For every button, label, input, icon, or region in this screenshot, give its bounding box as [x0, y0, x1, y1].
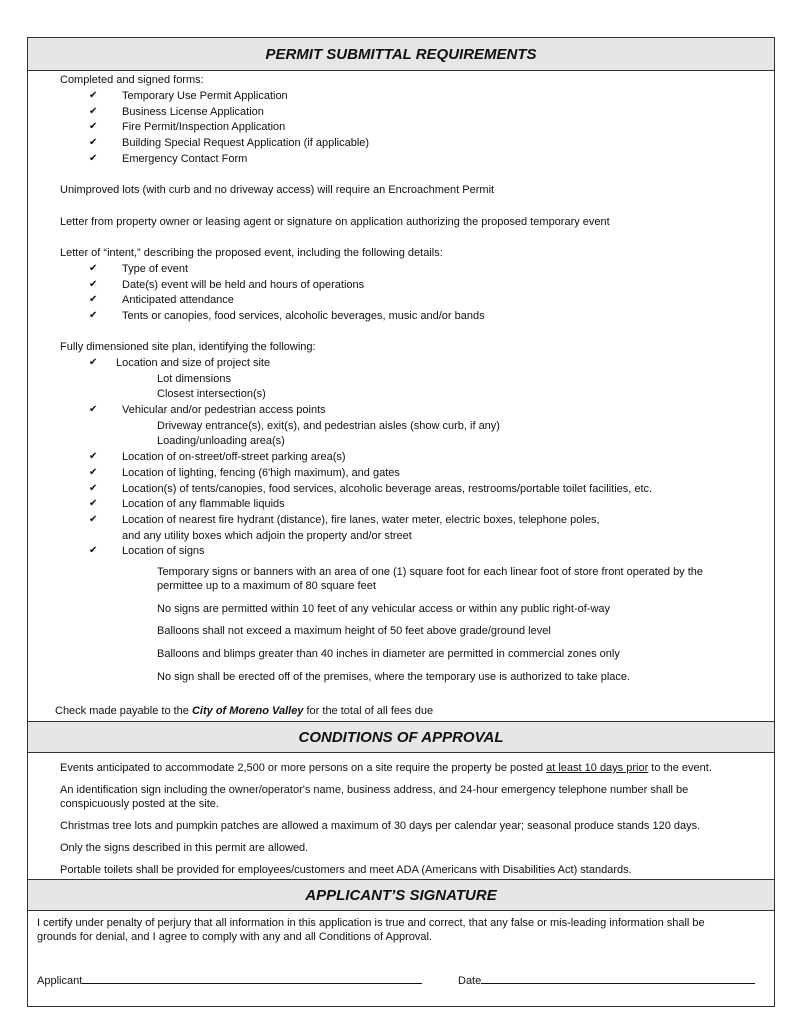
certification-text-continued: grounds for denial, and I agree to comply with any and all Conditions of Approval. [37, 931, 433, 943]
certification-text: I certify under penalty of perjury that all information in this application is true and correct, that any false or mis-leading information shall be [37, 917, 705, 929]
site-item: Location of on-street/off-street parking area(s) [122, 451, 346, 463]
check-payable-suffix: for the total of all fees due [303, 705, 434, 717]
applicant-signature-line[interactable] [82, 972, 422, 984]
form-item: Temporary Use Permit Application [122, 90, 288, 102]
signature-title: APPLICANT’S SIGNATURE [305, 887, 497, 904]
checkmark-icon: ✔ [89, 467, 98, 478]
checkmark-icon: ✔ [89, 545, 98, 556]
site-item: Location(s) of tents/canopies, food services, alcoholic beverage areas, restrooms/portable toilet facilities, etc. [122, 483, 653, 495]
applicant-label: Applicant [37, 975, 83, 987]
condition-1-prefix: Events anticipated to accommodate 2,500 or more persons on a site require the property be posted [60, 762, 547, 774]
site-access-item: Vehicular and/or pedestrian access points [122, 404, 326, 416]
permit-requirements-header [28, 38, 774, 71]
site-item: Location of lighting, fencing (6'high maximum), and gates [122, 467, 400, 479]
condition-item: Only the signs described in this permit are allowed. [60, 842, 309, 854]
signs-item: Location of signs [122, 545, 205, 557]
sign-rule: permittee up to a maximum of 80 square feet [157, 580, 376, 592]
unimproved-lots-note: Unimproved lots (with curb and no driveway access) will require an Encroachment Permit [60, 184, 495, 196]
intent-item: Tents or canopies, food services, alcoholic beverages, music and/or bands [122, 310, 485, 322]
sign-rule: Balloons and blimps greater than 40 inches in diameter are permitted in commercial zones only [157, 648, 620, 660]
permit-form-page [27, 37, 775, 1007]
form-item: Fire Permit/Inspection Application [122, 121, 286, 133]
forms-intro: Completed and signed forms: [60, 74, 204, 86]
checkmark-icon: ✔ [89, 514, 98, 525]
form-item: Business License Application [122, 106, 264, 118]
site-plan-intro: Fully dimensioned site plan, identifying the following: [60, 341, 316, 353]
site-item-continued: and any utility boxes which adjoin the property and/or street [122, 530, 412, 542]
sign-rule: Temporary signs or banners with an area of one (1) square foot for each linear foot of store front operated by the [157, 566, 704, 578]
site-location-sub: Closest intersection(s) [157, 388, 266, 400]
checkmark-icon: ✔ [89, 263, 98, 274]
checkmark-icon: ✔ [89, 294, 98, 305]
site-item: Location of nearest fire hydrant (distance), fire lanes, water meter, electric boxes, telephone poles, [122, 514, 600, 526]
city-name: City of Moreno Valley [191, 705, 304, 717]
checkmark-icon: ✔ [89, 137, 98, 148]
site-access-sub: Loading/unloading area(s) [157, 435, 285, 447]
date-line[interactable] [481, 972, 755, 984]
form-item: Emergency Contact Form [122, 153, 248, 165]
date-field[interactable] [458, 972, 755, 988]
checkmark-icon: ✔ [89, 483, 98, 494]
intent-item: Date(s) event will be held and hours of operations [122, 279, 365, 291]
check-payable-prefix: Check made payable to the [55, 705, 192, 717]
checkmark-icon: ✔ [89, 106, 98, 117]
check-payable-note [55, 705, 433, 718]
intent-item: Type of event [122, 263, 189, 275]
checkmark-icon: ✔ [89, 90, 98, 101]
condition-item: An identification sign including the owner/operator's name, business address, and 24-hour emergency telephone number shall be [60, 784, 689, 796]
condition-item: Christmas tree lots and pumpkin patches are allowed a maximum of 30 days per calendar year; seasonal produce stands 120 days. [60, 820, 701, 832]
condition-1-underlined: at least 10 days prior [546, 762, 649, 774]
condition-item-continued: conspicuously posted at the site. [60, 798, 219, 810]
condition-item: Portable toilets shall be provided for employees/customers and meet ADA (Americans with Disabilities Act) standards. [60, 864, 632, 876]
sign-rule: Balloons shall not exceed a maximum height of 50 feet above grade/ground level [157, 625, 551, 637]
intent-letter-intro: Letter of “intent,” describing the proposed event, including the following details: [60, 247, 443, 259]
sign-rule: No sign shall be erected off of the premises, where the temporary use is authorized to take place. [157, 671, 631, 683]
condition-item [60, 762, 712, 775]
date-label: Date [458, 975, 482, 987]
checkmark-icon: ✔ [89, 451, 98, 462]
form-item: Building Special Request Application (if applicable) [122, 137, 370, 149]
checkmark-icon: ✔ [89, 310, 98, 321]
site-location-item: Location and size of project site [116, 357, 271, 369]
checkmark-icon: ✔ [89, 498, 98, 509]
permit-requirements-title: PERMIT SUBMITTAL REQUIREMENTS [265, 46, 537, 63]
condition-1-suffix: to the event. [648, 762, 712, 774]
intent-item: Anticipated attendance [122, 294, 234, 306]
checkmark-icon: ✔ [89, 121, 98, 132]
site-access-sub: Driveway entrance(s), exit(s), and pedestrian aisles (show curb, if any) [157, 420, 500, 432]
sign-rule: No signs are permitted within 10 feet of any vehicular access or within any public right-of-way [157, 603, 611, 615]
conditions-title: CONDITIONS OF APPROVAL [298, 729, 504, 746]
owner-letter-note: Letter from property owner or leasing agent or signature on application authorizing the proposed temporary event [60, 216, 610, 228]
conditions-header [28, 721, 774, 753]
site-item: Location of any flammable liquids [122, 498, 285, 510]
site-location-sub: Lot dimensions [157, 373, 231, 385]
checkmark-icon: ✔ [89, 153, 98, 164]
checkmark-icon: ✔ [89, 279, 98, 290]
checkmark-icon: ✔ [89, 404, 98, 415]
signature-header [28, 879, 774, 911]
checkmark-icon: ✔ [89, 357, 98, 368]
applicant-signature-field[interactable] [37, 972, 422, 988]
